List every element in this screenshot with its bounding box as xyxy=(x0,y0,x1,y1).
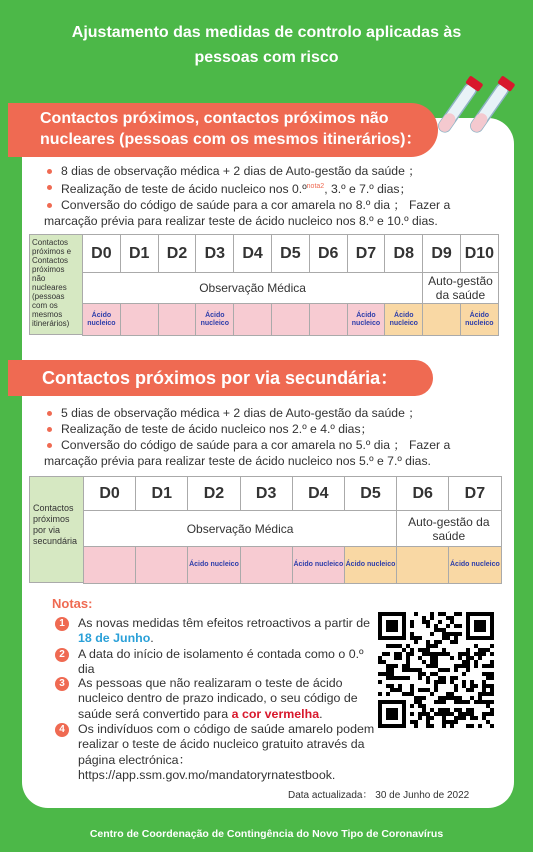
section1-bullets xyxy=(44,163,450,229)
nucleic-test-cell: Ácido nucleico xyxy=(293,547,345,584)
day-header: D0 xyxy=(84,477,136,511)
day-header: D3 xyxy=(241,477,293,511)
nucleic-test-cell: Ácido nucleico xyxy=(385,304,423,336)
bullet-item: Realização de teste de ácido nucleico nos 2.º e 4.º dias； xyxy=(44,421,450,437)
schedule-cell xyxy=(136,547,188,584)
schedule-cell xyxy=(84,547,136,584)
self-management-period: Auto-gestão da saúde xyxy=(397,511,501,547)
bullet-item: Conversão do código de saúde para a cor amarela no 5.º dia ； Fazer a marcação prévia para realizar teste de ácido nucleico nos 5.º e 7.º dias. xyxy=(44,438,451,468)
note-item-3: 3 As pessoas que não realizaram o teste de ácido nucleico dentro de prazo indicado, o seu código de saúde será convertido para a cor vermelha. xyxy=(55,676,375,722)
schedule-cell xyxy=(310,304,348,336)
updated-date: Data actualizada： 30 de Junho de 2022 xyxy=(288,790,470,801)
page-title-line1: Ajustamento das medidas de controlo aplicadas às xyxy=(71,24,462,41)
nucleic-test-cell: Ácido nucleico xyxy=(188,547,240,584)
day-header: D1 xyxy=(121,235,159,273)
nucleic-test-cell: Ácido nucleico xyxy=(196,304,234,336)
test-tube-icon xyxy=(438,72,518,142)
footer-organization: Centro de Coordenação de Contingência do Novo Tipo de Coronavírus xyxy=(89,828,444,840)
nucleic-test-cell: Ácido nucleico xyxy=(449,547,501,584)
bullet-item: 8 dias de observação médica + 2 dias de Auto-gestão da saúde ； xyxy=(44,163,450,179)
note-item-1: 1 As novas medidas têm efeitos retroactivos a partir de 18 de Junho. xyxy=(55,616,375,647)
day-header: D4 xyxy=(234,235,272,273)
schedule-row-label: Contactos próximos por via secundária xyxy=(29,476,84,583)
note-reference: nota2 xyxy=(306,183,325,190)
nucleic-test-cell: Ácido nucleico xyxy=(83,304,121,336)
schedule-row-label: Contactos próximos e Contactos próximos não nucleares (pessoas com os mesmos itinerários) xyxy=(29,234,83,335)
section2-bullets xyxy=(44,405,450,469)
observation-period: Observação Médica xyxy=(83,273,423,304)
highlight-date: 18 de Junho xyxy=(78,631,151,646)
page-title-line2: pessoas com risco xyxy=(194,49,339,66)
day-header: D7 xyxy=(348,235,386,273)
note-item-2: 2 A data do início de isolamento é contada como o 0.º dia xyxy=(55,647,375,678)
section2-banner: Contactos próximos por via secundária： xyxy=(8,360,433,396)
day-header: D6 xyxy=(397,477,449,511)
section1-banner-line2: nucleares (pessoas com os mesmos itinerários)： xyxy=(40,131,422,148)
section1-banner xyxy=(8,103,438,157)
highlight-red: a cor vermelha xyxy=(231,706,320,721)
notes-heading: Notas: xyxy=(52,596,93,611)
schedule-cell xyxy=(241,547,293,584)
day-header: D7 xyxy=(449,477,501,511)
day-header: D5 xyxy=(272,235,310,273)
note-number: 1 xyxy=(55,617,69,631)
day-header: D5 xyxy=(345,477,397,511)
day-header: D10 xyxy=(461,235,499,273)
day-header: D0 xyxy=(83,235,121,273)
schedule-cell xyxy=(272,304,310,336)
day-header: D1 xyxy=(136,477,188,511)
nucleic-test-cell: Ácido nucleico xyxy=(345,547,397,584)
note-number: 4 xyxy=(55,723,69,737)
day-header: D4 xyxy=(293,477,345,511)
schedule-cell xyxy=(234,304,272,336)
day-header: D2 xyxy=(188,477,240,511)
note-number: 3 xyxy=(55,677,69,691)
schedule-cell xyxy=(423,304,461,336)
bullet-item: Realização de teste de ácido nucleico nos 0.º$^{nota2}$, 3.º e 7.º dias； xyxy=(44,179,450,197)
qr-code-icon[interactable] xyxy=(378,612,494,728)
bullet-item: Conversão do código de saúde para a cor amarela no 8.º dia ； Fazer a marcação prévia para realizar teste de ácido nucleico nos 8.º e 10.º dias. xyxy=(44,198,451,229)
schedule-grid xyxy=(83,476,502,584)
nucleic-test-cell: Ácido nucleico xyxy=(461,304,499,336)
self-management-period: Auto-gestão da saúde xyxy=(423,273,499,304)
note-number: 2 xyxy=(55,648,69,662)
page-title xyxy=(0,20,533,70)
bullet-item: 5 dias de observação médica + 2 dias de Auto-gestão da saúde ； xyxy=(44,405,450,421)
day-header: D6 xyxy=(310,235,348,273)
schedule-cell xyxy=(397,547,449,584)
section1-banner-line1: Contactos próximos, contactos próximos não xyxy=(40,110,389,127)
schedule-cell xyxy=(121,304,159,336)
schedule-grid xyxy=(82,234,499,336)
day-header: D2 xyxy=(159,235,197,273)
note-item-4: 4 Os indivíduos com o código de saúde amarelo podem realizar o teste de ácido nucleico gratuito através da página electrónica：https://app.ssm.gov.mo/mandatoryrnatestbook. xyxy=(55,722,375,783)
day-header: D9 xyxy=(423,235,461,273)
day-header: D3 xyxy=(196,235,234,273)
observation-period: Observação Médica xyxy=(84,511,397,547)
schedule-cell xyxy=(159,304,197,336)
nucleic-test-cell: Ácido nucleico xyxy=(348,304,386,336)
day-header: D8 xyxy=(385,235,423,273)
